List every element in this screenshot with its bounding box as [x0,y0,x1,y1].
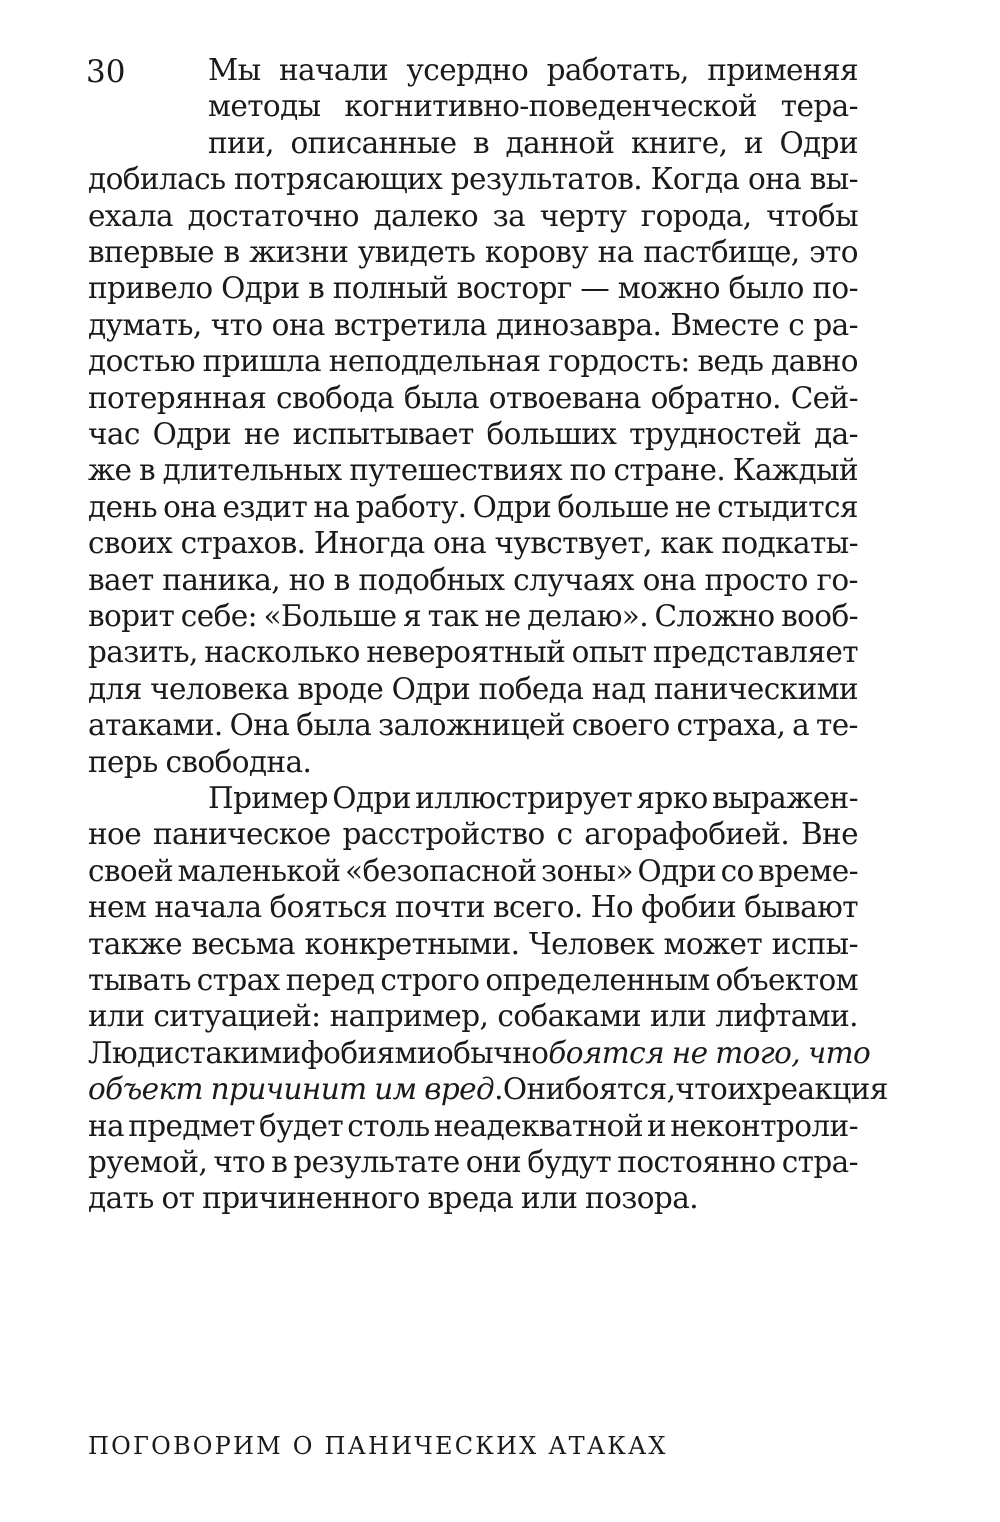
word: корову [484,235,589,269]
text-line [88,380,858,416]
word: представляет [652,635,858,670]
word: трудностей [629,417,802,451]
word: будет [259,1108,344,1143]
word: добилась [88,162,226,197]
word: почти [395,890,485,925]
word: длительных [162,453,342,488]
text-line [88,707,858,743]
word: Вместе [670,307,780,342]
word: тера- [780,89,858,124]
word: лифтами. [715,999,858,1034]
word: и [743,125,763,160]
word: определенным [485,963,710,997]
text-line [88,307,858,343]
word: и [647,1108,667,1143]
word: бывают [744,890,858,925]
word: может [663,926,763,961]
word: такими [189,1035,301,1070]
word: Люди [88,1035,174,1070]
text-segment: . [494,1072,503,1107]
word: она [163,489,217,524]
word: паническое [152,817,331,852]
word: расстройство [342,817,545,852]
word: не [675,489,711,524]
word: конкретными. [304,926,520,961]
word: невероятный [366,635,566,670]
word: когнитивно-поведенческой [344,89,757,124]
text-line [208,88,858,124]
word: по [569,453,606,488]
word: случаях [513,562,634,597]
word: описанные [290,125,457,160]
word: чувствует, [494,526,652,561]
word: собаками [497,999,641,1034]
word: с [788,307,805,342]
word: ситуацией: [153,999,321,1034]
word: начали [278,53,389,87]
text-line [88,634,858,670]
word: Пример [208,781,328,815]
word: постоянно [617,1145,776,1179]
emphasis-text: объект причинит им вред [88,1072,495,1107]
word: они [465,1145,522,1179]
text-line-mixed [88,1071,888,1107]
word: нем [88,890,147,925]
word: вает [88,562,154,597]
word: отвоевана [488,380,641,415]
word: человека [150,671,289,706]
text-line [88,853,858,889]
word: неадекватной [433,1108,643,1143]
word: пришла [202,344,322,379]
word: усердно [406,53,529,87]
word: или [649,999,707,1034]
word: будут [527,1145,612,1179]
word: потерянная [88,380,267,415]
word: но [288,562,325,597]
word: всего. [493,890,583,925]
word: «Больше [263,599,397,633]
word: достью [88,344,195,379]
word: страхов. [180,526,306,561]
text-line [88,234,858,270]
text-line [88,525,858,561]
running-head: ПОГОВОРИМ О ПАНИЧЕСКИХ АТАКАХ [88,1432,668,1460]
word: обратно. [650,380,781,415]
word: по- [812,271,858,306]
word: «безопасной [345,853,537,888]
word: ведь [697,344,764,379]
word: объектом [715,963,858,997]
word: гордость: [548,344,690,379]
word: далеко [373,198,479,233]
word: давно [771,344,858,379]
word: маленькой [177,853,341,888]
word: работать, [546,53,689,87]
word: тывать [88,963,191,997]
word: что [210,307,263,342]
word: больше [557,489,669,524]
word: Сей- [790,380,858,415]
word: Вне [800,817,858,852]
word: боятся, [564,1072,676,1107]
text-segment-group [88,1071,503,1107]
word: ездит [222,489,308,524]
word: весьма [191,926,296,961]
word: в [308,271,325,306]
word: опыт [571,635,647,670]
word: Человек [528,926,655,961]
word: Одри [152,417,232,451]
word: неподдельная [328,344,541,379]
word: можно [617,271,720,306]
text-line [88,816,858,852]
word: с [556,817,573,852]
word: так [427,599,479,633]
word: жизни [249,235,349,269]
word: стра- [781,1145,858,1179]
word: своей [88,853,174,888]
word: своих [88,526,173,561]
word: она [271,307,325,342]
word: думать, [88,307,202,342]
word: фобиями [300,1035,436,1070]
word: встретила [334,307,487,342]
word: атаками. [88,708,223,743]
word: со [720,853,754,888]
text-line: перь свободна. [88,744,312,779]
word: стране. [613,453,726,488]
word: руемой, [88,1145,208,1179]
text-line [88,452,858,488]
text-line [88,889,858,925]
word: ное [88,817,142,852]
text-line [208,780,858,816]
word: строго [380,963,480,997]
word: это [809,235,858,269]
text-line [88,671,858,707]
text-line [88,562,858,598]
word: Одри [332,781,411,815]
word: агорафобией. [584,817,790,852]
word: данной [505,125,615,160]
word: же [88,453,132,488]
word: применяя [707,53,858,87]
word: реакция [762,1072,888,1107]
word: предмет [128,1108,255,1143]
word: Каждый [732,453,858,488]
text-line [88,343,858,379]
word: было [728,271,804,306]
word: восторг [456,271,572,306]
word: не [484,599,521,633]
text-line [88,926,858,962]
word: была [296,708,372,743]
word: также [88,926,182,961]
text-line [88,598,858,634]
word: разить, [88,635,198,670]
word: день [88,489,157,524]
text-line [208,52,858,88]
word: достаточно [187,198,359,233]
word: стыдится [717,489,858,524]
word: ворит [88,599,175,633]
word: выражен- [712,781,858,815]
word: страха, [676,708,786,743]
word: себе: [180,599,257,633]
word: что [213,1145,266,1179]
text-line [88,416,858,452]
word: време- [758,853,858,888]
word: свобода [276,380,394,415]
word: или [88,999,145,1034]
word: Когда [650,162,740,197]
text-line [208,125,858,161]
word: динозавра. [495,307,662,342]
word: в [139,453,156,488]
word: была [403,380,479,415]
word: Мы [208,53,261,87]
word: ра- [813,307,858,342]
word: вооб- [781,599,858,633]
word: их [727,1072,763,1107]
word: над [591,671,646,706]
emphasis-text: боятся не того, что [548,1035,871,1070]
word: она [432,526,487,561]
word: пастбище, [643,235,800,269]
word: зоны» [540,853,633,888]
word: своего [571,708,670,743]
word: вроде [297,671,384,706]
word: бояться [269,890,387,925]
word: результатов. [450,162,643,197]
word: те- [815,708,858,743]
word: методы [208,89,321,124]
word: час [88,417,140,451]
word: вы- [809,162,858,197]
text-line-mixed [88,1035,871,1071]
word: результате [293,1145,460,1179]
word: Они [502,1072,565,1107]
word: столь [347,1108,430,1143]
word: не [243,417,280,451]
word: делаю». [527,599,648,633]
word: в [223,235,240,269]
word: Одри [779,125,858,160]
word: Сложно [654,599,775,633]
word: на [88,1108,125,1143]
word: чтобы [766,198,858,233]
word: она [642,562,696,597]
word: Одри [472,489,552,524]
word: черту [539,198,627,233]
word: для [88,671,142,706]
word: за [492,198,526,233]
word: ехала [88,198,174,233]
word: как [660,526,713,561]
text-line [88,489,858,525]
word: впервые [88,235,214,269]
word: например, [329,999,489,1034]
text-line [88,1108,858,1144]
word: привело [88,271,213,306]
word: пии, [208,125,274,160]
text-line [88,161,858,197]
word: подобных [358,562,505,597]
word: насколько [204,635,360,670]
word: путешествиях [349,453,563,488]
word: паническими [653,671,858,706]
word: города, [640,198,752,233]
word: да- [814,417,858,451]
word: в [333,562,350,597]
word: испы- [771,926,858,961]
word: больших [486,417,617,451]
word: потрясающих [234,162,443,197]
word: Иногда [313,526,425,561]
word: неконтроли- [670,1108,858,1143]
word: просто [704,562,808,597]
word: иллюстрирует [415,781,633,815]
word: Одри [637,853,717,888]
word: в [473,125,490,160]
word: я [403,599,422,633]
word: испытывает [292,417,474,451]
text-line [88,1144,858,1180]
word: ярко [636,781,708,815]
word: книге, [630,125,728,160]
text-line [88,998,858,1034]
text-line [88,198,858,234]
word: перед [285,963,375,997]
word: полный [332,271,449,306]
word: фобии [641,890,737,925]
word: страх [196,963,280,997]
word: она [747,162,802,197]
word: — [580,271,610,306]
word: Она [229,708,290,743]
page-number: 30 [86,54,126,90]
word: обычно [435,1035,549,1070]
text-line [88,962,858,998]
word: на [597,235,634,269]
word: что [675,1072,728,1107]
text-line [88,270,858,306]
word: с [173,1035,190,1070]
word: го- [816,562,858,597]
word: подкаты- [721,526,858,561]
word: на [313,489,350,524]
word: паника, [162,562,281,597]
word: в [271,1145,288,1179]
word: Но [590,890,634,925]
word: а [792,708,810,743]
text-line: дать от причиненного вреда или позора. [88,1181,698,1216]
word: заложницей [378,708,565,743]
word: Одри [221,271,300,306]
word: начала [154,890,262,925]
word: победа [478,671,584,706]
word: Одри [391,671,471,706]
word: работу. [355,489,467,524]
word: увидеть [357,235,476,269]
